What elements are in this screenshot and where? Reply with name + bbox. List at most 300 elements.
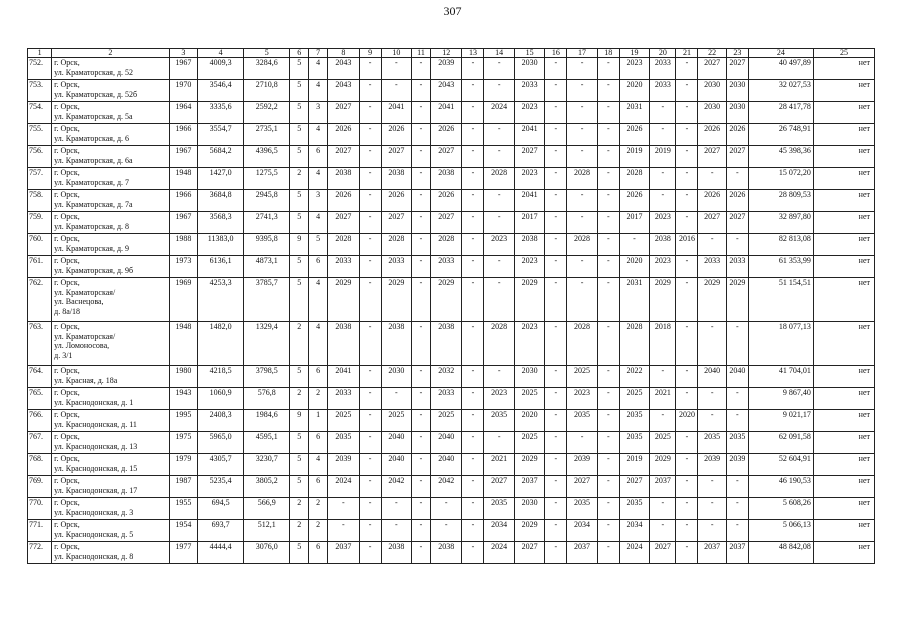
table-row (28, 454, 875, 476)
value-cell: 2027 (567, 476, 597, 498)
value-cell: - (462, 190, 484, 212)
row-number: 765. (28, 388, 52, 410)
value-cell: - (545, 190, 567, 212)
value-cell: - (545, 322, 567, 366)
value-cell: 3798,5 (244, 366, 290, 388)
value-cell: 2033 (514, 80, 544, 102)
value-cell: - (545, 234, 567, 256)
value-cell: - (567, 80, 597, 102)
value-cell: - (597, 454, 619, 476)
value-cell: 2020 (514, 410, 544, 432)
value-cell: 2037 (514, 476, 544, 498)
value-cell: 1977 (169, 542, 197, 564)
value-cell: 1329,4 (244, 322, 290, 366)
value-cell: - (597, 256, 619, 278)
value-cell: - (359, 168, 381, 190)
header-cell: 19 (619, 49, 649, 58)
value-cell: - (412, 366, 431, 388)
value-cell: - (567, 278, 597, 322)
value-cell: 2 (290, 322, 309, 366)
value-cell: 2 (290, 168, 309, 190)
value-cell: - (567, 256, 597, 278)
value-cell: 2035 (619, 432, 649, 454)
value-cell: 4 (309, 124, 328, 146)
cost-cell: 28 417,78 (748, 102, 813, 124)
table-row (28, 212, 875, 234)
value-cell: 1948 (169, 168, 197, 190)
value-cell: 2023 (514, 256, 544, 278)
value-cell: - (462, 234, 484, 256)
value-cell: 1275,5 (244, 168, 290, 190)
address-cell: г. Орск, ул. Краматорская, д. 6 (52, 124, 170, 146)
value-cell: - (676, 542, 698, 564)
table-row (28, 168, 875, 190)
value-cell: 2028 (381, 234, 411, 256)
value-cell: 2030 (381, 366, 411, 388)
value-cell: 2 (309, 520, 328, 542)
value-cell: 2026 (430, 124, 461, 146)
status-cell: нет (813, 388, 874, 410)
value-cell: 4 (309, 80, 328, 102)
value-cell: - (726, 498, 748, 520)
header-cell: 6 (290, 49, 309, 58)
value-cell: 6 (309, 476, 328, 498)
cost-cell: 26 748,91 (748, 124, 813, 146)
value-cell: 2735,1 (244, 124, 290, 146)
value-cell: 5235,4 (198, 476, 244, 498)
row-number: 772. (28, 542, 52, 564)
value-cell: 2043 (430, 80, 461, 102)
value-cell: 2029 (698, 278, 726, 322)
value-cell: 9395,8 (244, 234, 290, 256)
value-cell: - (328, 498, 359, 520)
value-cell: - (412, 498, 431, 520)
header-cell: 7 (309, 49, 328, 58)
value-cell: 2040 (726, 366, 748, 388)
header-cell: 9 (359, 49, 381, 58)
value-cell: 2027 (328, 146, 359, 168)
value-cell: - (412, 432, 431, 454)
address-cell: г. Орск, ул. Краснодонская, д. 8 (52, 542, 170, 564)
value-cell: - (545, 212, 567, 234)
address-cell: г. Орск, ул. Краматорская, д. 52б (52, 80, 170, 102)
table-row (28, 432, 875, 454)
value-cell: 5 (309, 234, 328, 256)
row-number: 757. (28, 168, 52, 190)
value-cell: 2028 (567, 322, 597, 366)
value-cell: 2029 (328, 278, 359, 322)
value-cell: - (462, 388, 484, 410)
value-cell: - (676, 322, 698, 366)
cost-cell: 61 353,99 (748, 256, 813, 278)
value-cell: 6 (309, 146, 328, 168)
cost-cell: 18 077,13 (748, 322, 813, 366)
value-cell: - (545, 432, 567, 454)
address-cell: г. Орск, ул. Краснодонская, д. 13 (52, 432, 170, 454)
header-cell: 11 (412, 49, 431, 58)
value-cell: - (462, 454, 484, 476)
value-cell: - (545, 498, 567, 520)
value-cell: 3 (309, 190, 328, 212)
address-cell: г. Орск, ул. Красная, д. 18а (52, 366, 170, 388)
value-cell: 2019 (619, 454, 649, 476)
value-cell: 2028 (430, 234, 461, 256)
value-cell: 1973 (169, 256, 197, 278)
value-cell: 4218,5 (198, 366, 244, 388)
value-cell: - (597, 476, 619, 498)
value-cell: - (597, 542, 619, 564)
table-row (28, 190, 875, 212)
value-cell: - (462, 278, 484, 322)
status-cell: нет (813, 322, 874, 366)
value-cell: 2408,3 (198, 410, 244, 432)
cost-cell: 41 704,01 (748, 366, 813, 388)
status-cell: нет (813, 278, 874, 322)
header-cell: 21 (676, 49, 698, 58)
value-cell: - (462, 58, 484, 80)
value-cell: 2043 (328, 58, 359, 80)
value-cell: 693,7 (198, 520, 244, 542)
value-cell: - (650, 410, 676, 432)
value-cell: 2037 (650, 476, 676, 498)
value-cell: - (676, 520, 698, 542)
row-number: 764. (28, 366, 52, 388)
value-cell: - (412, 234, 431, 256)
table-row (28, 102, 875, 124)
value-cell: 5 (290, 146, 309, 168)
value-cell: 2029 (650, 454, 676, 476)
status-cell: нет (813, 190, 874, 212)
value-cell: 2028 (328, 234, 359, 256)
value-cell: - (698, 322, 726, 366)
value-cell: 5 (290, 476, 309, 498)
value-cell: 2025 (514, 432, 544, 454)
value-cell: - (359, 124, 381, 146)
value-cell: - (484, 80, 514, 102)
value-cell: - (597, 234, 619, 256)
value-cell: 2042 (430, 476, 461, 498)
value-cell: - (545, 542, 567, 564)
value-cell: 2023 (619, 58, 649, 80)
value-cell: 5 (290, 124, 309, 146)
value-cell: 2024 (619, 542, 649, 564)
value-cell: 2040 (698, 366, 726, 388)
value-cell: - (545, 256, 567, 278)
value-cell: 2037 (567, 542, 597, 564)
value-cell: - (430, 520, 461, 542)
address-cell: г. Орск, ул. Краматорская, д. 5а (52, 102, 170, 124)
status-cell: нет (813, 80, 874, 102)
value-cell: - (484, 432, 514, 454)
value-cell: - (412, 410, 431, 432)
value-cell: 5 (290, 366, 309, 388)
cost-cell: 40 497,89 (748, 58, 813, 80)
value-cell: 2039 (430, 58, 461, 80)
value-cell: - (381, 498, 411, 520)
value-cell: - (597, 58, 619, 80)
status-cell: нет (813, 146, 874, 168)
value-cell: - (676, 124, 698, 146)
value-cell: - (676, 168, 698, 190)
value-cell: 6 (309, 542, 328, 564)
value-cell: 2021 (484, 454, 514, 476)
row-number: 771. (28, 520, 52, 542)
table-row (28, 278, 875, 322)
value-cell: 512,1 (244, 520, 290, 542)
address-cell: г. Орск, ул. Краснодонская, д. 15 (52, 454, 170, 476)
value-cell: 576,8 (244, 388, 290, 410)
value-cell: - (676, 102, 698, 124)
value-cell: - (359, 322, 381, 366)
value-cell: - (381, 520, 411, 542)
value-cell: 2020 (619, 256, 649, 278)
value-cell: - (462, 366, 484, 388)
address-cell: г. Орск, ул. Краснодонская, д. 17 (52, 476, 170, 498)
value-cell: - (726, 322, 748, 366)
value-cell: 3546,4 (198, 80, 244, 102)
value-cell: 2038 (650, 234, 676, 256)
status-cell: нет (813, 256, 874, 278)
value-cell: 2027 (698, 212, 726, 234)
value-cell: - (676, 190, 698, 212)
value-cell: - (462, 410, 484, 432)
value-cell: 2017 (619, 212, 649, 234)
value-cell: - (597, 190, 619, 212)
value-cell: 2041 (381, 102, 411, 124)
value-cell: - (328, 520, 359, 542)
value-cell: - (412, 124, 431, 146)
value-cell: - (650, 190, 676, 212)
value-cell: 2038 (328, 322, 359, 366)
value-cell: 2024 (484, 102, 514, 124)
value-cell: - (597, 212, 619, 234)
value-cell: - (597, 432, 619, 454)
value-cell: - (567, 212, 597, 234)
value-cell: 2028 (619, 322, 649, 366)
value-cell: 2741,3 (244, 212, 290, 234)
value-cell: 1943 (169, 388, 197, 410)
value-cell: - (462, 520, 484, 542)
value-cell: 2025 (650, 432, 676, 454)
value-cell: 4595,1 (244, 432, 290, 454)
value-cell: 3284,6 (244, 58, 290, 80)
value-cell: 2035 (698, 432, 726, 454)
value-cell: - (359, 102, 381, 124)
value-cell: 2023 (514, 168, 544, 190)
value-cell: 9 (290, 410, 309, 432)
value-cell: - (359, 278, 381, 322)
value-cell: - (597, 366, 619, 388)
value-cell: 2034 (567, 520, 597, 542)
value-cell: - (726, 520, 748, 542)
value-cell: - (698, 520, 726, 542)
value-cell: 1987 (169, 476, 197, 498)
value-cell: - (726, 168, 748, 190)
table-row (28, 146, 875, 168)
value-cell: - (545, 388, 567, 410)
value-cell: 1966 (169, 124, 197, 146)
value-cell: - (650, 168, 676, 190)
row-number: 768. (28, 454, 52, 476)
row-number: 761. (28, 256, 52, 278)
value-cell: - (484, 58, 514, 80)
value-cell: - (650, 102, 676, 124)
value-cell: 2040 (381, 454, 411, 476)
value-cell: - (412, 80, 431, 102)
value-cell: 2016 (676, 234, 698, 256)
value-cell: 2023 (650, 212, 676, 234)
status-cell: нет (813, 410, 874, 432)
value-cell: 2043 (328, 80, 359, 102)
value-cell: 1967 (169, 212, 197, 234)
address-cell: г. Орск, ул. Краматорская, д. 9 (52, 234, 170, 256)
value-cell: 2027 (698, 146, 726, 168)
value-cell: 1970 (169, 80, 197, 102)
cost-cell: 82 813,08 (748, 234, 813, 256)
value-cell: - (462, 476, 484, 498)
value-cell: 2027 (484, 476, 514, 498)
value-cell: - (359, 212, 381, 234)
header-cell: 12 (430, 49, 461, 58)
value-cell: 2035 (484, 410, 514, 432)
cost-cell: 5 066,13 (748, 520, 813, 542)
value-cell: 4 (309, 322, 328, 366)
value-cell: 1980 (169, 366, 197, 388)
table-row (28, 366, 875, 388)
value-cell: - (698, 234, 726, 256)
value-cell: 2039 (698, 454, 726, 476)
value-cell: 2033 (328, 256, 359, 278)
header-cell: 14 (484, 49, 514, 58)
value-cell: - (597, 278, 619, 322)
value-cell: 5 (290, 278, 309, 322)
value-cell: - (359, 410, 381, 432)
value-cell: - (597, 124, 619, 146)
value-cell: - (597, 322, 619, 366)
value-cell: 1955 (169, 498, 197, 520)
value-cell: 2029 (430, 278, 461, 322)
value-cell: - (726, 476, 748, 498)
value-cell: - (597, 80, 619, 102)
value-cell: - (381, 58, 411, 80)
value-cell: 2030 (726, 102, 748, 124)
value-cell: 2030 (514, 498, 544, 520)
value-cell: - (545, 476, 567, 498)
value-cell: 2033 (328, 388, 359, 410)
cost-cell: 32 897,80 (748, 212, 813, 234)
table-row (28, 542, 875, 564)
value-cell: 2025 (430, 410, 461, 432)
value-cell: - (676, 146, 698, 168)
value-cell: - (676, 212, 698, 234)
value-cell: 4 (309, 278, 328, 322)
value-cell: 2038 (381, 322, 411, 366)
value-cell: 2035 (619, 410, 649, 432)
value-cell: - (430, 498, 461, 520)
value-cell: 1967 (169, 58, 197, 80)
value-cell: 2030 (514, 366, 544, 388)
cost-cell: 5 608,26 (748, 498, 813, 520)
value-cell: 5 (290, 58, 309, 80)
value-cell: 2026 (726, 190, 748, 212)
value-cell: 2026 (430, 190, 461, 212)
value-cell: 2027 (430, 146, 461, 168)
value-cell: 2026 (698, 190, 726, 212)
value-cell: 2041 (514, 124, 544, 146)
value-cell: - (650, 124, 676, 146)
value-cell: 2029 (726, 278, 748, 322)
value-cell: 2032 (430, 366, 461, 388)
header-cell: 13 (462, 49, 484, 58)
value-cell: 1967 (169, 146, 197, 168)
value-cell: 2028 (567, 234, 597, 256)
value-cell: 1995 (169, 410, 197, 432)
value-cell: 4873,1 (244, 256, 290, 278)
value-cell: - (359, 542, 381, 564)
value-cell: - (359, 146, 381, 168)
value-cell: 2017 (514, 212, 544, 234)
value-cell: 2035 (567, 498, 597, 520)
value-cell: - (650, 366, 676, 388)
value-cell: 2030 (698, 102, 726, 124)
value-cell: 4 (309, 168, 328, 190)
value-cell: - (650, 520, 676, 542)
status-cell: нет (813, 432, 874, 454)
value-cell: 2033 (381, 256, 411, 278)
value-cell: 3 (309, 102, 328, 124)
value-cell: - (359, 520, 381, 542)
value-cell: 2027 (430, 212, 461, 234)
cost-cell: 52 604,91 (748, 454, 813, 476)
header-cell: 17 (567, 49, 597, 58)
value-cell: - (484, 256, 514, 278)
value-cell: 2024 (328, 476, 359, 498)
address-cell: г. Орск, ул. Краматорская/ ул. Васнецова, д. 8а/18 (52, 278, 170, 322)
value-cell: 2041 (328, 366, 359, 388)
table-row (28, 520, 875, 542)
value-cell: - (412, 476, 431, 498)
value-cell: - (597, 520, 619, 542)
value-cell: 6 (309, 256, 328, 278)
value-cell: 2039 (726, 454, 748, 476)
value-cell: - (698, 168, 726, 190)
status-cell: нет (813, 476, 874, 498)
value-cell: 3568,3 (198, 212, 244, 234)
value-cell: - (545, 168, 567, 190)
header-cell: 20 (650, 49, 676, 58)
value-cell: 2033 (726, 256, 748, 278)
status-cell: нет (813, 102, 874, 124)
row-number: 769. (28, 476, 52, 498)
value-cell: 1984,6 (244, 410, 290, 432)
value-cell: 2039 (328, 454, 359, 476)
value-cell: - (676, 498, 698, 520)
address-cell: г. Орск, ул. Краматорская, д. 9б (52, 256, 170, 278)
value-cell: 4 (309, 212, 328, 234)
value-cell: - (676, 256, 698, 278)
value-cell: 2025 (514, 388, 544, 410)
row-number: 766. (28, 410, 52, 432)
header-cell: 4 (198, 49, 244, 58)
value-cell: 2023 (484, 234, 514, 256)
table-row (28, 234, 875, 256)
value-cell: 2027 (514, 542, 544, 564)
status-cell: нет (813, 212, 874, 234)
value-cell: 1482,0 (198, 322, 244, 366)
value-cell: 2027 (619, 476, 649, 498)
value-cell: 2 (309, 498, 328, 520)
value-cell: 2028 (484, 322, 514, 366)
